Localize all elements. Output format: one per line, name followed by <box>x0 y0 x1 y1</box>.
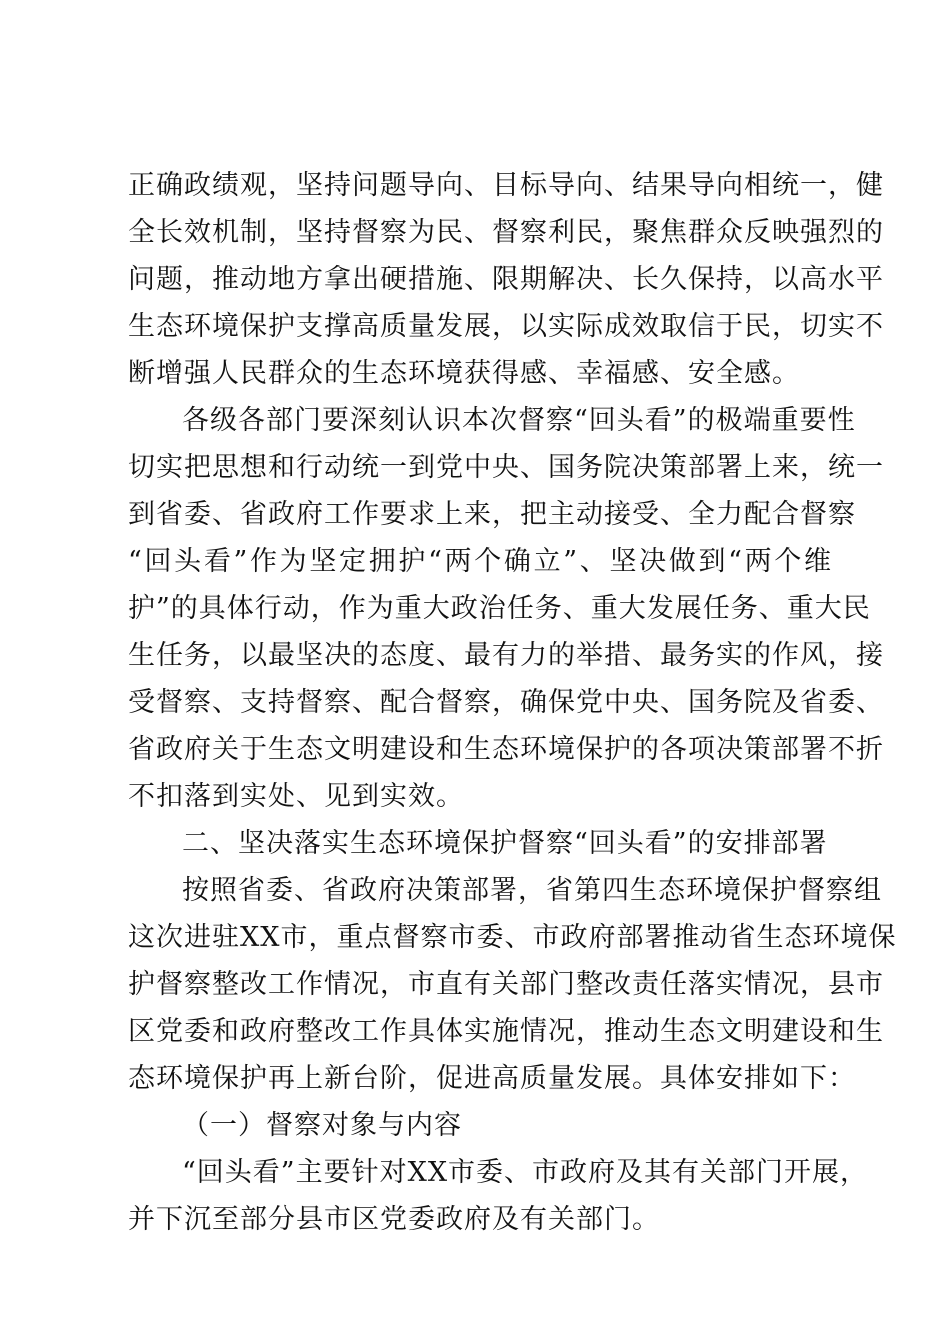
text-line: 生态环境保护支撑高质量发展，以实际成效取信于民，切实不 <box>128 311 884 342</box>
subsection-heading <box>128 1102 832 1149</box>
heading-text: 二、坚决落实生态环境保护督察“回头看”的安排部署 <box>182 828 828 859</box>
text-line: 切实把思想和行动统一到党中央、国务院决策部署上来，统一 <box>128 452 884 483</box>
paragraph-4 <box>128 1149 869 1243</box>
text-line: 省政府关于生态文明建设和生态环境保护的各项决策部署不折 <box>128 734 884 765</box>
text-line: 各级各部门要深刻认识本次督察“回头看”的极端重要性 <box>182 405 856 436</box>
text-line: 护督察整改工作情况，市直有关部门整改责任落实情况，县市 <box>128 969 884 1000</box>
text-line: 到省委、省政府工作要求上来，把主动接受、全力配合督察 <box>128 499 856 530</box>
text-line: 不扣落到实处、见到实效。 <box>128 781 464 812</box>
section-heading <box>128 820 832 867</box>
paragraph-2 <box>128 397 884 820</box>
text-line: 全长效机制，坚持督察为民、督察利民，聚焦群众反映强烈的 <box>128 217 884 248</box>
text-line: 护”的具体行动，作为重大政治任务、重大发展任务、重大民 <box>128 593 871 624</box>
text-line: 态环境保护再上新台阶，促进高质量发展。具体安排如下： <box>128 1063 856 1094</box>
text-line: 断增强人民群众的生态环境获得感、幸福感、安全感。 <box>128 358 800 389</box>
text-line: 生任务，以最坚决的态度、最有力的举措、最务实的作风，接 <box>128 640 884 671</box>
text-line: “回头看”主要针对XX市委、市政府及其有关部门开展， <box>182 1157 869 1188</box>
text-line: “回头看”作为坚定拥护“两个确立”、坚决做到“两个维 <box>128 546 832 577</box>
text-line: 按照省委、省政府决策部署，省第四生态环境保护督察组 <box>182 875 882 906</box>
text-line: 并下沉至部分县市区党委政府及有关部门。 <box>128 1204 660 1235</box>
document-body <box>128 162 897 1243</box>
text-line: 受督察、支持督察、配合督察，确保党中央、国务院及省委、 <box>128 687 884 718</box>
text-line: 正确政绩观，坚持问题导向、目标导向、结果导向相统一，健 <box>128 170 884 201</box>
paragraph-3 <box>128 867 897 1102</box>
text-line: 区党委和政府整改工作具体实施情况，推动生态文明建设和生 <box>128 1016 884 1047</box>
text-line: 这次进驻XX市，重点督察市委、市政府部署推动省生态环境保 <box>128 922 897 953</box>
paragraph-1 <box>128 162 884 397</box>
subheading-text: （一）督察对象与内容 <box>182 1110 462 1141</box>
text-line: 问题，推动地方拿出硬措施、限期解决、长久保持，以高水平 <box>128 264 884 295</box>
